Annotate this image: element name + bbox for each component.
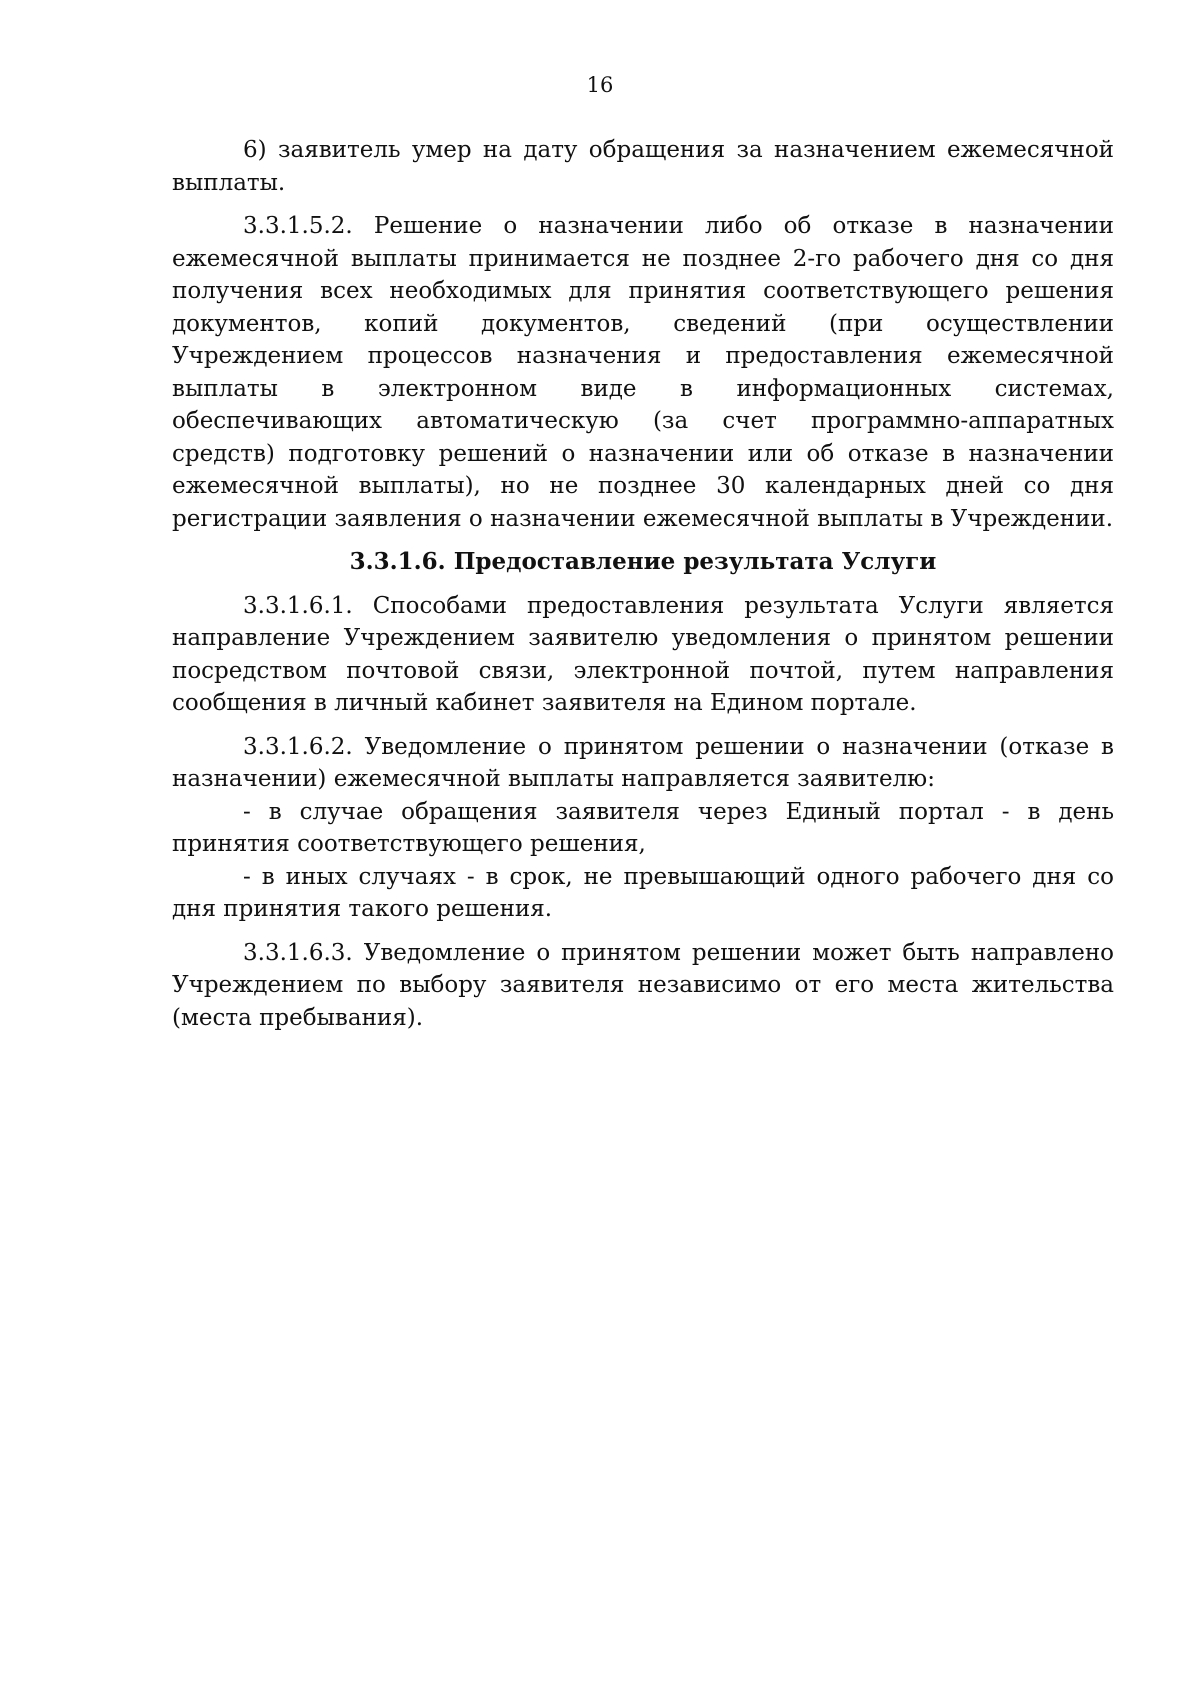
paragraph-3-3-1-6-2: 3.3.1.6.2. Уведомление о принятом решении о назначении (отказе в назначении) ежемесячной выплаты направляется заявителю: [172, 733, 1114, 792]
paragraph-3-3-1-5-2: 3.3.1.5.2. Решение о назначении либо об отказе в назначении ежемесячной выплаты принимается не позднее 2-го рабочего дня со дня получения всех необходимых для принятия соответствующего решения документов, копий документов, сведений (при осуществлении Учреждением процессов назначения и предоставления ежемесячной выплаты в электронном виде в информационных системах, обеспечивающих автоматическую (за счет программно-аппаратных средств) подготовку решений о назначении или об отказе в назначении ежемесячной выплаты), но не позднее 30 календарных дней со дня регистрации заявления о назначении ежемесячной выплаты в Учреждении. [172, 213, 1114, 532]
list-item-single-portal: - в случае обращения заявителя через Единый портал - в день принятия соответствующего решения, [172, 798, 1114, 857]
paragraph-3-3-1-6-3: 3.3.1.6.3. Уведомление о принятом решении может быть направлено Учреждением по выбору заявителя независимо от его места жительства (места пребывания). [172, 939, 1114, 1031]
list-item-other-cases: - в иных случаях - в срок, не превышающий одного рабочего дня со дня принятия такого решения. [172, 863, 1114, 922]
document-body [172, 134, 1114, 1045]
page-number: 16 [586, 73, 614, 97]
paragraph-3-3-1-6-1: 3.3.1.6.1. Способами предоставления результата Услуги является направление Учреждением заявителю уведомления о принятом решении посредством почтовой связи, электронной почтой, путем направления сообщения в личный кабинет заявителя на Едином портале. [172, 592, 1114, 716]
paragraph-item-6: 6) заявитель умер на дату обращения за назначением ежемесячной выплаты. [172, 137, 1114, 196]
section-heading-3-3-1-6: 3.3.1.6. Предоставление результата Услуги [349, 548, 937, 575]
